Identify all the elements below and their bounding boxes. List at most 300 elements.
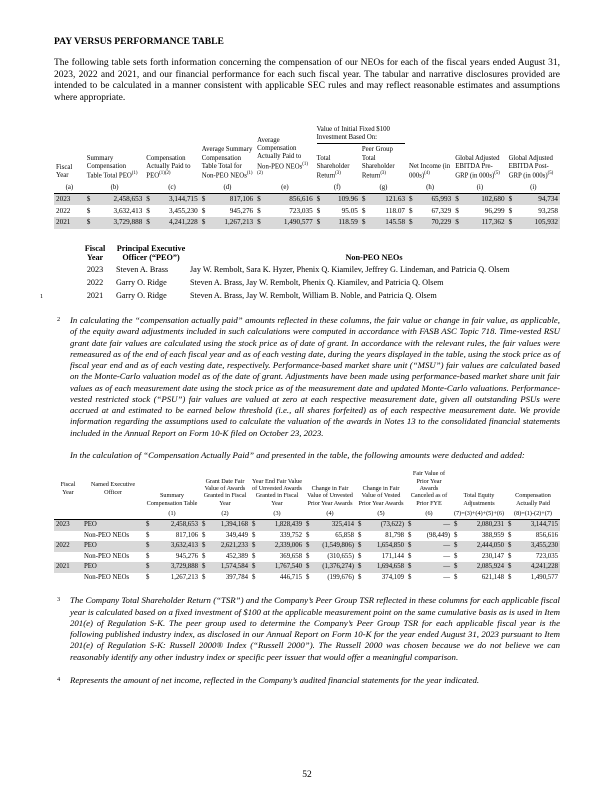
table-cell [54,531,82,541]
currency-symbol: $ [358,552,362,560]
table-cell [144,205,199,217]
column-letter: (e) [255,183,315,194]
header-sup: (1)(2) [159,171,171,177]
column-number: (8)=(1)-(2)+(7) [506,509,560,520]
cell-value: 1,574,584 [220,563,248,571]
currency-symbol: $ [257,195,261,204]
currency-symbol: $ [454,521,458,529]
currency-symbol: $ [86,218,91,227]
column-number: (5) [356,509,406,520]
header-text: Fiscal Year [56,164,73,180]
cell-value: 2,444,050 [476,542,504,550]
header-text: Year End Fair Value of Unvested Awards Granted in Fiscal Year [252,477,302,507]
currency-symbol: $ [409,195,413,204]
cell-value: — [443,563,450,571]
table-row [54,552,560,562]
table-cell: Non-PEO NEOs [84,573,130,581]
col-header-fiscal-year [54,126,85,183]
header-sup: (1) [246,171,253,177]
currency-symbol: $ [508,218,513,227]
currency-symbol: $ [306,521,310,529]
table-cell [304,541,356,551]
footnote-4-marker: 4 [57,675,61,683]
table-cell: 2023 [56,521,70,529]
column-letter: (f) [315,183,360,194]
table-row [54,217,560,229]
currency-symbol: $ [358,531,362,539]
cell-value: 109.96 [338,195,358,204]
table-cell [453,205,506,217]
cell-value: 1,694,658 [376,563,404,571]
cell-value: 621,148 [481,573,504,581]
cell-value: — [443,542,450,550]
cell-value: 3,455,230 [168,206,198,215]
table-cell [356,562,406,572]
column-letter: (g) [360,183,407,194]
table-cell [250,573,304,583]
cell-value: 121.63 [385,195,406,204]
table-cell: Non-PEO NEOs [84,552,130,560]
table-cell: PEO [84,563,97,571]
col-header-fiscal-year [76,244,114,264]
table-cell: Garry O. Ridge [116,278,167,288]
currency-symbol: $ [508,573,512,581]
cell-value: 171,144 [381,552,404,560]
currency-symbol: $ [454,563,458,571]
cell-value: 81,798 [385,531,404,539]
currency-symbol: $ [201,218,206,227]
table-cell: 2022 [56,542,70,550]
header-sup: (5) [494,171,500,177]
currency-symbol: $ [408,531,412,539]
currency-symbol: $ [252,573,256,581]
header-sup: (3) [380,171,386,177]
header-sup: (1)(2) [257,161,308,177]
footnote-2-text [70,315,560,461]
table-cell [506,573,560,583]
table-cell [506,541,560,551]
header-text: Average Compensation Actually Paid to Non-PEO NEOs [257,136,303,170]
currency-symbol: $ [306,573,310,581]
table-cell [200,531,250,541]
header-text: Compensation Actually Paid [515,492,551,507]
currency-symbol: $ [146,531,150,539]
cell-value: 856,616 [289,195,313,204]
footnote-paragraph: Represents the amount of net income, reflected in the Company’s audited financial statements for the year indicated. [70,674,480,685]
table-cell [406,562,452,572]
cell-value: 1,654,850 [376,542,404,550]
currency-symbol: $ [202,542,206,550]
currency-symbol: $ [358,573,362,581]
table-header-row [54,470,560,509]
currency-symbol: $ [202,531,206,539]
column-letter: (i) [507,183,560,194]
cell-value: 2,621,233 [220,542,248,550]
table-cell [250,520,304,531]
header-sup: (4) [424,171,430,177]
officer-table [76,244,560,304]
cell-value: 1,267,213 [224,218,254,227]
currency-symbol: $ [146,542,150,550]
currency-symbol: $ [454,531,458,539]
table-row [54,573,560,583]
cell-value: 349,449 [225,531,248,539]
intro-paragraph: The following table sets forth information concerning the compensation of our NEOs for each of the fiscal years ended August 31, 2023, 2022 and 2021, and our financial performance for each such fiscal year. The tabular and narrative disclosures provided are intended to be calculated in a manner consistent with applicable SEC rules and may reflect reasonable estimates and assumptions where appropriate. [54,58,560,104]
table-cell [85,205,145,217]
header-text: Global Adjusted EBITDA Pre-GRP (in 000s) [455,154,500,180]
table-cell [507,193,560,205]
cell-value: 4,241,228 [530,563,558,571]
table-cell [452,573,506,583]
cell-value: 96,299 [484,206,505,215]
cell-value: 67,329 [431,206,452,215]
cell-value: 2,339,006 [274,542,302,550]
cell-value: 2,085,924 [476,563,504,571]
column-number: (7)=(3)+(4)+(5)+(6) [452,509,506,520]
footnote-4 [54,675,560,686]
currency-symbol: $ [408,573,412,581]
table-cell: 2021 [56,563,70,571]
footnote-1-marker: 1 [40,293,44,301]
currency-symbol: $ [408,542,412,550]
currency-symbol: $ [86,206,91,215]
header-text: Fair Value of Prior Year Awards Canceled as of Prior FYE [410,470,448,507]
table-cell [304,531,356,541]
pay-versus-performance-table [54,126,560,229]
col-header-tsr [315,146,360,182]
currency-symbol: $ [358,542,362,550]
col-header-total-equity-adjustments [452,470,506,509]
column-number: (2) [200,509,250,520]
col-header-ebitda-post-grp [507,126,560,183]
currency-symbol: $ [316,195,321,204]
currency-symbol: $ [316,206,321,215]
header-text: Change in Fair Value of Unvested Prior Year Awards [307,485,353,507]
currency-symbol: $ [408,521,412,529]
table-cell: 2023 [86,264,104,274]
column-number: (1) [144,509,200,520]
col-header-cap-peo [144,126,199,183]
cell-value: 388,959 [481,531,504,539]
header-text: Peer Group Total Shareholder Return [361,146,395,180]
footnote-2-marker: 2 [57,316,61,324]
header-text: Change in Fair Value of Vested Prior Year Awards [358,485,404,507]
table-cell [304,520,356,531]
cell-value: (98,449) [426,531,450,539]
col-group-header-investment [315,126,407,147]
table-cell [507,217,560,229]
table-cell [255,193,315,205]
currency-symbol: $ [454,573,458,581]
header-text: Total Shareholder Return [316,154,350,180]
table-cell [250,562,304,572]
header-text: Compensation Actually Paid to PEO [146,154,191,180]
column-numbers-row [54,509,560,520]
table-row [76,290,560,303]
footnote-4-text [70,675,560,686]
column-letter: (i) [453,183,506,194]
currency-symbol: $ [455,195,459,204]
table-cell [507,205,560,217]
column-number: (3) [250,509,304,520]
table-row [54,541,560,551]
currency-symbol: $ [358,521,362,529]
table-cell [144,562,200,572]
table-cell [144,531,200,541]
cell-value: (73,622) [380,521,404,529]
table-cell: Garry O. Ridge [116,291,167,301]
column-number: (6) [406,509,452,520]
table-cell [407,217,453,229]
cell-value: 1,490,577 [283,218,313,227]
table-cell [356,573,406,583]
table-row [54,531,560,541]
header-text: Fiscal Year [84,243,106,262]
col-header-fv-canceled [406,470,452,509]
table-cell [144,520,200,531]
table-cell [200,573,250,583]
cell-value: (310,655) [327,552,354,560]
cap-adjustments-table [54,470,560,583]
table-row [54,205,560,217]
currency-symbol: $ [146,563,150,571]
table-cell [200,193,255,205]
table-cell [304,562,356,572]
table-cell [144,217,199,229]
cell-value: 3,729,888 [113,218,143,227]
table-cell [144,552,200,562]
header-sup: (1) [131,171,138,177]
column-letters-row [54,183,560,194]
cell-value: 369,658 [279,552,302,560]
currency-symbol: $ [358,563,362,571]
cell-value: 94,734 [538,195,558,204]
header-text: Fiscal Year [60,481,76,496]
cell-value: (1,376,274) [322,563,354,571]
cell-value: 1,828,439 [274,521,302,529]
table-cell [360,193,407,205]
currency-symbol: $ [455,206,459,215]
table-cell [200,205,255,217]
cell-value: 93,258 [538,206,558,215]
table-cell [200,552,250,562]
officer-table-body [76,263,560,303]
header-sup: (5) [547,171,554,177]
currency-symbol: $ [361,218,366,227]
table-cell [200,520,250,531]
cell-value: 723,035 [535,552,558,560]
table-cell: Steven A. Brass [116,264,169,274]
table-cell [506,552,560,562]
cell-value: 3,729,888 [170,563,198,571]
col-header-change-fv-unvested [304,470,356,509]
cell-value: 102,680 [481,195,505,204]
currency-symbol: $ [508,521,512,529]
currency-symbol: $ [454,552,458,560]
table-cell: Jay W. Rembolt, Sara K. Hyzer, Phenix Q. Kiamilev, Jeffrey G. Lindeman, and Patricia Q. Olsem [190,264,510,274]
currency-symbol: $ [508,552,512,560]
currency-symbol: $ [146,206,150,215]
footnote-2 [54,315,560,461]
currency-symbol: $ [252,552,256,560]
cell-value: 230,147 [481,552,504,560]
cell-value: 397,784 [225,573,248,581]
cell-value: 723,035 [289,206,313,215]
currency-symbol: $ [86,195,91,204]
table-cell [407,205,453,217]
table-header-row [76,244,560,264]
col-header-summary-comp-table [144,470,200,509]
table-cell [356,531,406,541]
table-cell [85,217,145,229]
table-cell [54,552,82,562]
table-cell [304,573,356,583]
currency-symbol: $ [252,542,256,550]
header-text: Principal Executive Officer (“PEO”) [116,243,186,262]
currency-symbol: $ [508,563,512,571]
cap-table-body [54,520,560,583]
currency-symbol: $ [361,206,366,215]
currency-symbol: $ [201,206,206,215]
table-cell [200,541,250,551]
currency-symbol: $ [257,206,261,215]
cell-value: 118.59 [338,218,358,227]
currency-symbol: $ [252,531,256,539]
cell-value: 65,858 [335,531,354,539]
cell-value: 817,106 [175,531,198,539]
column-number: (4) [304,509,356,520]
cell-value: 3,144,715 [168,195,198,204]
currency-symbol: $ [306,531,310,539]
table-cell [356,552,406,562]
table-cell: Steven A. Brass, Jay W. Rembolt, William B. Noble, and Patricia Q. Olsem [190,291,437,301]
cell-value: 856,616 [535,531,558,539]
cell-value: 70,229 [431,218,452,227]
table-cell: 2021 [56,218,71,227]
table-cell [406,520,452,531]
currency-symbol: $ [202,552,206,560]
table-cell [144,193,199,205]
header-text: Summary Compensation Table [146,492,198,507]
cell-value: 945,276 [229,206,254,215]
cell-value: 325,414 [331,521,354,529]
table-cell [407,193,453,205]
table-cell: PEO [84,542,97,550]
cell-value: 3,632,413 [170,542,198,550]
table-cell [452,531,506,541]
currency-symbol: $ [408,552,412,560]
table-cell [250,531,304,541]
header-text: Non-PEO NEOs [345,252,403,262]
col-header-avg-sct-nonpeo [200,126,255,183]
table-row [76,277,560,290]
col-header-year-end-fv [250,470,304,509]
cell-value: 1,394,168 [220,521,248,529]
col-header-net-income [407,126,453,183]
currency-symbol: $ [146,521,150,529]
table-cell [452,562,506,572]
cell-value: 118.07 [385,206,406,215]
cell-value: 452,389 [225,552,248,560]
col-header-compensation-actually-paid [506,470,560,509]
table-cell [304,552,356,562]
cell-value: 65,993 [431,195,452,204]
currency-symbol: $ [409,218,413,227]
cell-value: — [443,552,450,560]
column-letter: (h) [407,183,453,194]
column-letter: (b) [85,183,145,194]
cell-value: 1,767,540 [274,563,302,571]
header-text: Average Summary Compensation Table Total for Non-PEO NEOs [201,146,253,180]
table-cell [200,562,250,572]
table-row [76,263,560,276]
header-text: Summary Compensation Table Total PEO [86,154,132,180]
table-cell [506,520,560,531]
currency-symbol: $ [201,195,206,204]
cell-value: 3,632,413 [113,206,143,215]
table-cell [255,217,315,229]
currency-symbol: $ [252,521,256,529]
table-cell [360,217,407,229]
currency-symbol: $ [202,573,206,581]
table-cell [453,193,506,205]
cell-value: — [443,573,450,581]
cell-value: 95.05 [341,206,358,215]
table-header-row [54,126,560,147]
table-cell [200,217,255,229]
cell-value: 446,715 [279,573,302,581]
cell-value: 2,080,231 [476,521,504,529]
cell-value: 145.58 [385,218,406,227]
currency-symbol: $ [202,521,206,529]
cell-value: (1,549,806) [322,542,354,550]
table-cell [315,217,360,229]
table-cell [315,193,360,205]
header-text: Net Income (in 000s) [409,162,451,180]
column-letter: (c) [144,183,199,194]
currency-symbol: $ [508,531,512,539]
currency-symbol: $ [306,552,310,560]
table-cell: 2021 [86,291,104,301]
currency-symbol: $ [146,552,150,560]
table-cell: 2023 [56,195,71,204]
cell-value: 374,109 [381,573,404,581]
cell-value: 945,276 [175,552,198,560]
column-number [82,509,144,520]
table-cell [506,531,560,541]
cell-value: 105,932 [534,218,558,227]
currency-symbol: $ [257,218,261,227]
table-cell [144,573,200,583]
cell-value: 339,752 [279,531,302,539]
table-cell [356,541,406,551]
col-header-fiscal-year [54,470,82,509]
col-header-change-fv-vested [356,470,406,509]
cell-value: 817,106 [229,195,254,204]
table-cell [406,541,452,551]
table-cell [255,205,315,217]
currency-symbol: $ [409,206,413,215]
currency-symbol: $ [508,195,513,204]
table-cell: 2022 [86,278,104,288]
table-cell [250,552,304,562]
column-number [54,509,82,520]
header-text: Grant Date Fair Value of Awards Granted in Fiscal Year [203,477,247,507]
table-cell [452,520,506,531]
officer-table-wrapper [40,243,560,304]
page-title: PAY VERSUS PERFORMANCE TABLE [54,36,224,47]
table-cell [360,205,407,217]
